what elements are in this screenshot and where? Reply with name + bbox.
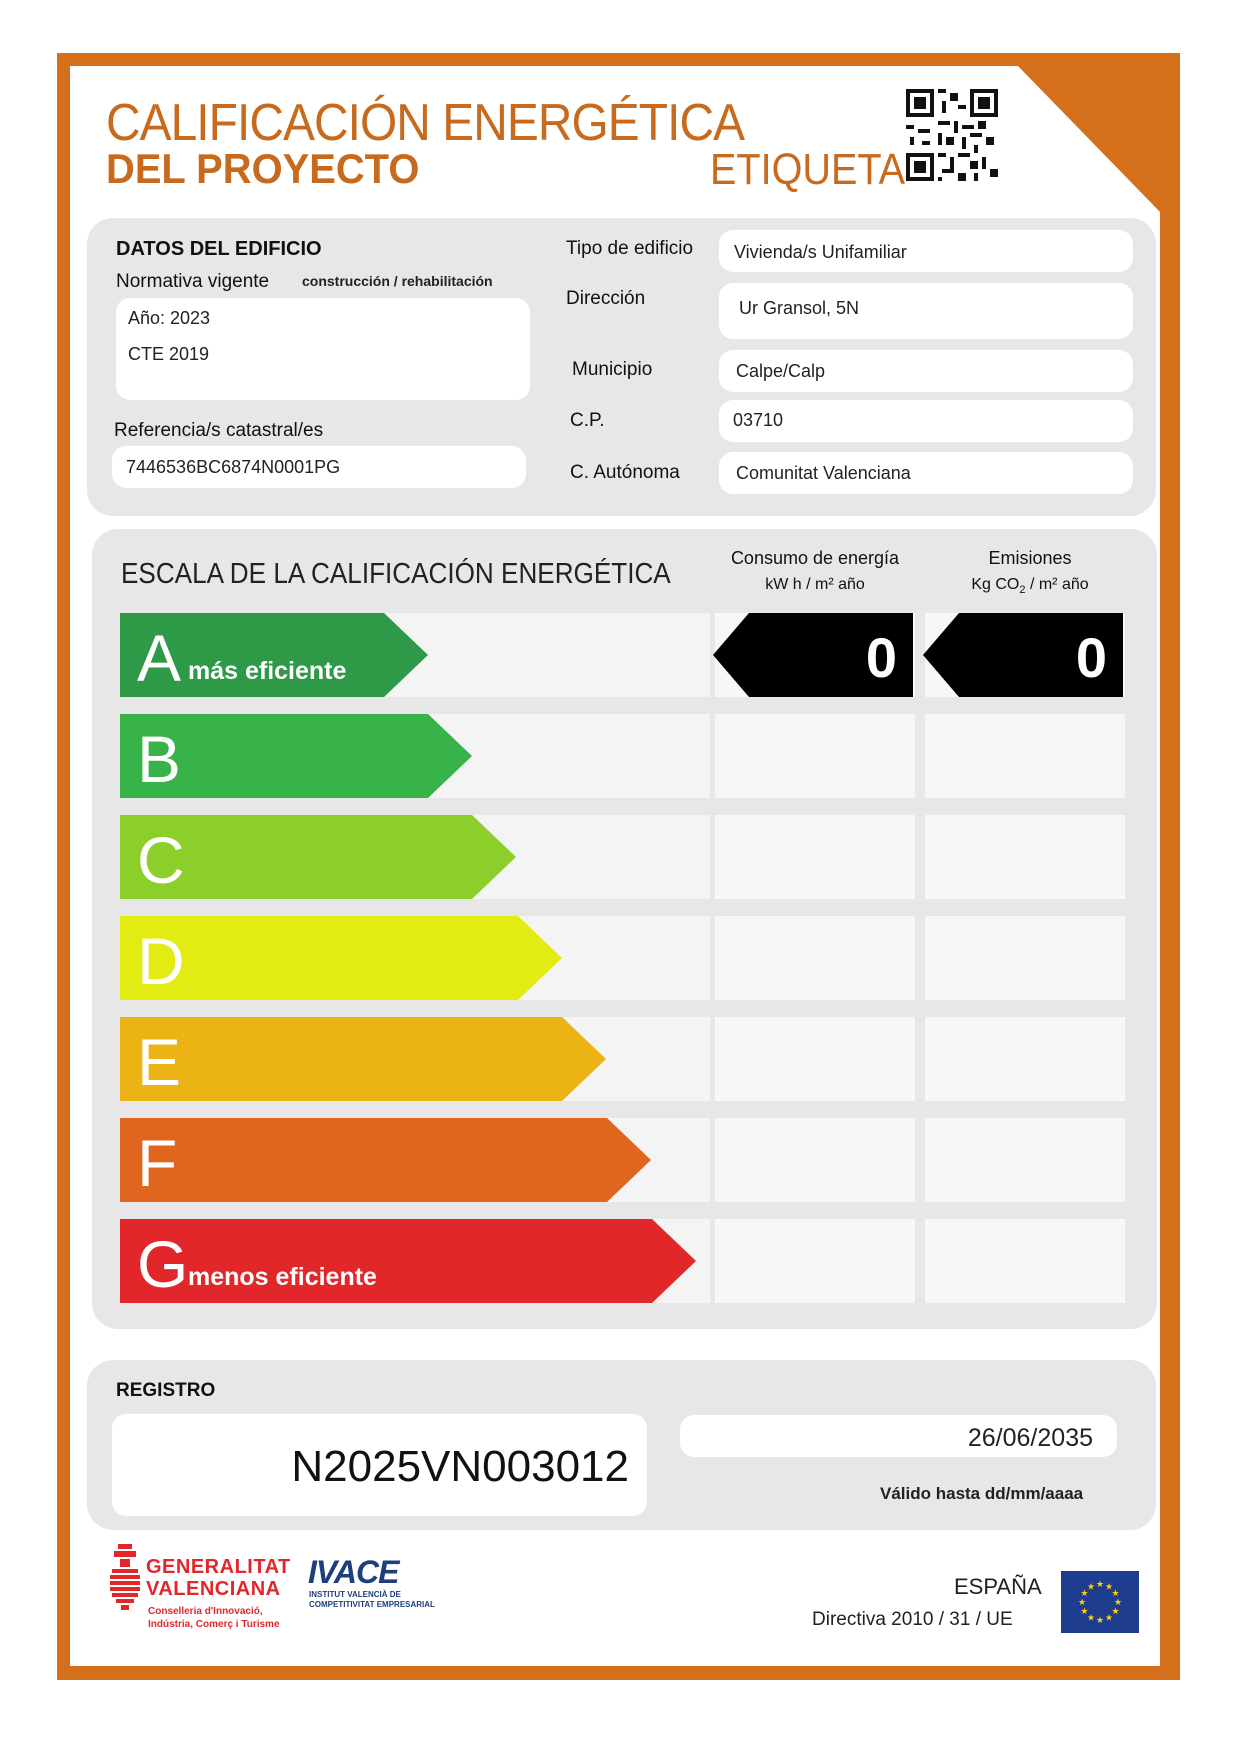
autonoma-label: C. Autónoma [570, 462, 680, 483]
emisiones-cell-b [925, 714, 1125, 798]
municipio-field [719, 350, 1133, 392]
eu-flag-icon [1061, 1571, 1139, 1633]
gv-name-line1: GENERALITAT [146, 1556, 291, 1578]
emisiones-unit-sub: 2 [1019, 584, 1026, 597]
consumo-cell-b [715, 714, 915, 798]
registro-number: N2025VN003012 [291, 1442, 629, 1491]
building-section-title: DATOS DEL EDIFICIO [116, 238, 322, 260]
generalitat-valenciana-logo-icon [108, 1544, 142, 1612]
catastral-label: Referencia/s catastral/es [114, 420, 324, 441]
tipo-field [719, 230, 1133, 272]
municipio-label: Municipio [572, 359, 653, 380]
emisiones-cell-g [925, 1219, 1125, 1303]
emisiones-cell-d [925, 916, 1125, 1000]
eu-star: ★ [1113, 1597, 1123, 1607]
eu-star: ★ [1111, 1588, 1120, 1598]
ivace-sub-line2: COMPETITIVITAT EMPRESARIAL [309, 1600, 435, 1609]
ivace-logo: IVACE [308, 1554, 399, 1590]
eu-star: ★ [1086, 1581, 1096, 1592]
cp-field [719, 400, 1133, 442]
direccion-value: Ur Gransol, 5N [739, 298, 860, 318]
municipio-value: Calpe/Calp [736, 361, 826, 381]
directive: Directiva 2010 / 31 / UE [812, 1609, 1013, 1630]
gv-sub-line1: Conselleria d'Innovació, [148, 1606, 263, 1617]
catastral-value: 7446536BC6874N0001PG [126, 457, 341, 477]
emisiones-cell-f [925, 1118, 1125, 1202]
class-label-a: más eficiente [188, 657, 347, 685]
eu-star: ★ [1104, 1612, 1114, 1623]
label-type: ETIQUETA [710, 145, 906, 194]
class-arrow-e [120, 1017, 720, 1101]
year-value: Año: 2023 [128, 308, 211, 328]
class-letter-g: G [137, 1227, 189, 1301]
gv-sub-line2: Indústria, Comerç i Turisme [148, 1619, 280, 1630]
gv-name-line2: VALENCIANA [146, 1578, 281, 1600]
eu-star: ★ [1111, 1606, 1120, 1616]
emisiones-unit-post: / m² año [1025, 576, 1089, 593]
eu-star: ★ [1086, 1612, 1096, 1623]
emisiones-cell-c [925, 815, 1125, 899]
emisiones-unit [925, 576, 1135, 596]
normativa-note: construcción / rehabilitación [302, 273, 493, 289]
class-letter-d: D [137, 924, 185, 998]
direccion-field [719, 283, 1133, 339]
eu-star: ★ [1080, 1606, 1089, 1616]
catastral-field [112, 446, 526, 488]
consumo-cell-f [715, 1118, 915, 1202]
class-arrow-f [120, 1118, 720, 1202]
eu-star: ★ [1080, 1588, 1089, 1598]
class-arrow-c [120, 815, 720, 899]
valid-label: Válido hasta dd/mm/aaaa [880, 1484, 1084, 1503]
emisiones-cell-e [925, 1017, 1125, 1101]
registro-number-field [112, 1414, 647, 1516]
consumo-cell-c [715, 815, 915, 899]
consumo-unit: kW h / m² año [765, 576, 865, 593]
emisiones-header: Emisiones [988, 548, 1072, 568]
emisiones-unit-pre: Kg CO [971, 576, 1020, 593]
cp-label: C.P. [570, 410, 605, 431]
consumo-value: 0 [865, 626, 897, 689]
consumo-cell-g [715, 1219, 915, 1303]
class-arrow-d [120, 916, 720, 1000]
autonoma-value: Comunitat Valenciana [736, 463, 911, 483]
title-line-1: CALIFICACIÓN ENERGÉTICA [106, 94, 745, 152]
ivace-sub-line1: INSTITUT VALENCIÀ DE [309, 1590, 401, 1599]
class-arrow-b [120, 714, 720, 798]
tipo-label: Tipo de edificio [566, 238, 694, 259]
country: ESPAÑA [954, 1574, 1042, 1599]
norm-value: CTE 2019 [128, 344, 210, 364]
registro-label: REGISTRO [116, 1380, 216, 1401]
eu-star: ★ [1095, 1579, 1105, 1589]
tipo-value: Vivienda/s Unifamiliar [734, 242, 907, 262]
autonoma-field [719, 452, 1133, 494]
class-letter-b: B [137, 722, 182, 796]
class-letter-f: F [137, 1126, 178, 1200]
class-letter-a: A [137, 621, 182, 695]
title-line-2: DEL PROYECTO [106, 145, 420, 192]
class-label-g: menos eficiente [188, 1263, 377, 1291]
class-letter-c: C [137, 823, 185, 897]
valid-date-field [680, 1415, 1117, 1457]
eu-star: ★ [1095, 1615, 1105, 1625]
eu-star: ★ [1077, 1597, 1087, 1607]
normativa-label: Normativa vigente [116, 271, 270, 292]
scale-title: ESCALA DE LA CALIFICACIÓN ENERGÉTICA [121, 558, 671, 590]
consumo-cell-e [715, 1017, 915, 1101]
eu-star: ★ [1104, 1581, 1114, 1592]
class-letter-e: E [137, 1025, 182, 1099]
direccion-label: Dirección [566, 288, 646, 309]
qr-code-icon [906, 89, 998, 181]
consumo-header: Consumo de energía [730, 548, 900, 568]
valid-date: 26/06/2035 [967, 1424, 1093, 1452]
normativa-field [116, 298, 530, 400]
cp-value: 03710 [733, 410, 784, 430]
emisiones-value: 0 [1075, 626, 1107, 689]
consumo-cell-d [715, 916, 915, 1000]
